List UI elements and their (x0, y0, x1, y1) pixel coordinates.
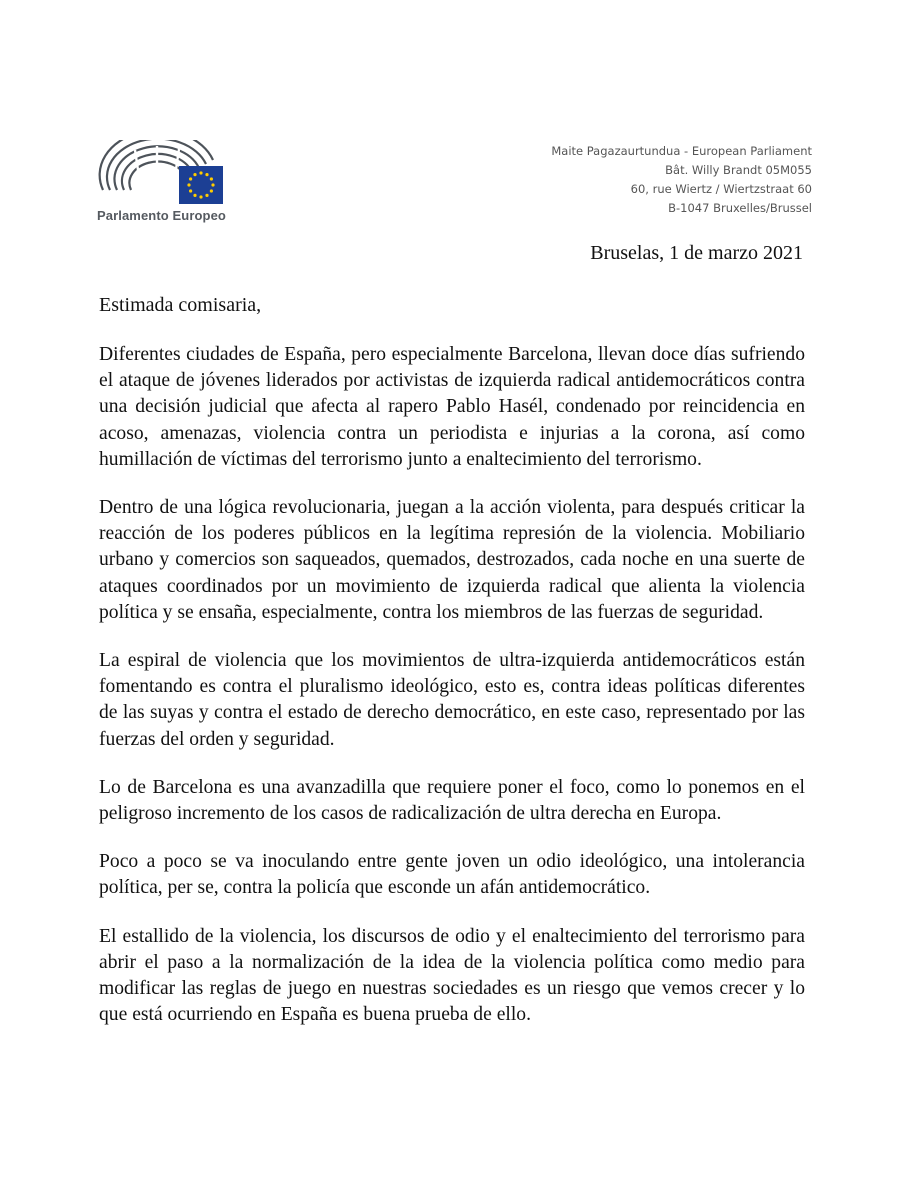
eu-star-icon (210, 177, 213, 180)
paragraph: El estallido de la violencia, los discursos de odio y el enaltecimiento del terrorismo para abrir el paso a la normalización de la idea de la violencia política como medio para modificar las reglas de juego en nuestras sociedades es un riesgo que vemos crecer y lo que está ocurriendo en España es buena prueba de ello. (99, 925, 805, 1026)
paragraph: Lo de Barcelona es una avanzadilla que requiere poner el foco, como lo ponemos en el peligroso incremento de los casos de radicalización de ultra derecha en Europa. (99, 776, 805, 825)
european-parliament-hemicycle-icon (95, 140, 225, 208)
eu-star-icon (210, 189, 213, 192)
eu-star-icon (211, 183, 214, 186)
eu-star-icon (189, 177, 192, 180)
eu-star-icon (205, 173, 208, 176)
letter-body (99, 342, 805, 1050)
parliament-logo (95, 140, 235, 230)
paragraph: La espiral de violencia que los movimientos de ultra-izquierda antidemocráticos están fomentando es contra el pluralismo ideológico, esto es, contra ideas políticas diferentes de las suyas y contra el estado de derecho democrático, en este caso, representado por las fuerzas del orden y seguridad. (99, 650, 805, 750)
eu-star-icon (199, 171, 202, 174)
address-line: 60, rue Wiertz / Wiertzstraat 60 (630, 182, 812, 196)
letter-date: Bruselas, 1 de marzo 2021 (590, 242, 803, 264)
eu-star-icon (187, 183, 190, 186)
salutation: Estimada comisaria, (99, 294, 262, 316)
address-line: B-1047 Bruxelles/Brussel (668, 201, 812, 215)
address-line: Bât. Willy Brandt 05M055 (665, 163, 812, 177)
eu-star-icon (193, 173, 196, 176)
eu-star-icon (189, 189, 192, 192)
eu-star-icon (193, 194, 196, 197)
address-line: Maite Pagazaurtundua - European Parliament (551, 144, 812, 158)
logo-text: Parlamento Europeo (97, 208, 226, 223)
sender-address (551, 142, 812, 218)
paragraph: Poco a poco se va inoculando entre gente joven un odio ideológico, una intolerancia política, per se, contra la policía que esconde un afán antidemocrático. (99, 851, 805, 899)
paragraph: Dentro de una lógica revolucionaria, juegan a la acción violenta, para después criticar la reacción de los poderes públicos en la legítima represión de la violencia. Mobiliario urbano y comercios son saqueados, quemados, destrozados, cada noche en una suerte de ataques coordinados por un movimiento de izquierda radical que alienta la violencia política y se ensaña, especialmente, contra los miembros de las fuerzas de seguridad. (99, 497, 805, 623)
paragraph: Diferentes ciudades de España, pero especialmente Barcelona, llevan doce días sufriendo el ataque de jóvenes liderados por activistas de izquierda radical antidemocráticos contra una decisión judicial que afecta al rapero Pablo Hasél, condenado por reincidencia en acoso, amenazas, violencia contra un periodista e injurias a la corona, así como humillación de víctimas del terrorismo junto a enaltecimiento del terrorismo. (99, 344, 805, 470)
eu-star-icon (199, 195, 202, 198)
eu-star-icon (205, 194, 208, 197)
